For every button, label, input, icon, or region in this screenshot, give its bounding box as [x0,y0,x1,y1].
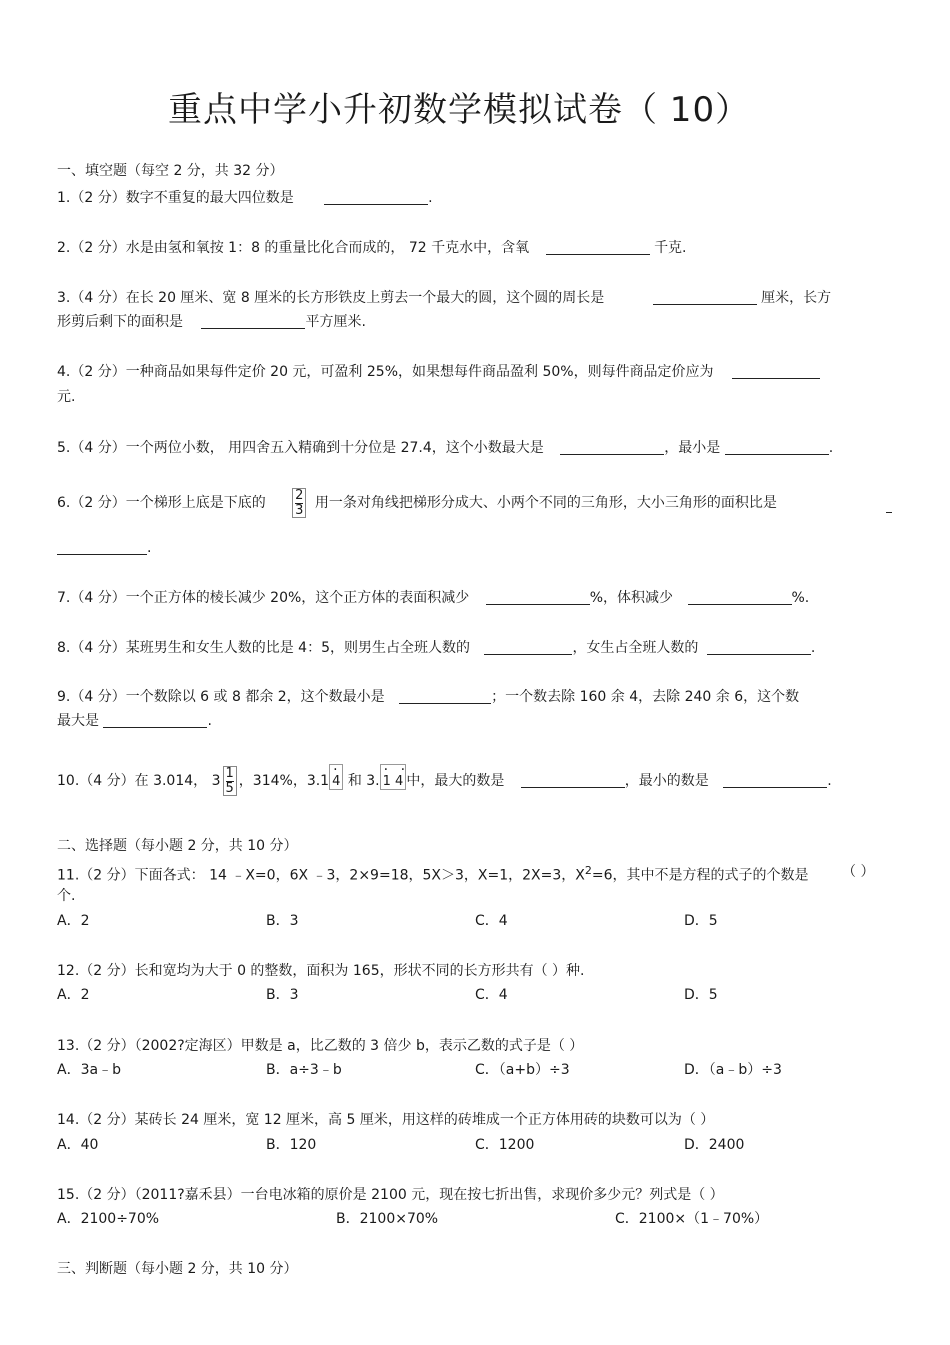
question-4-text: 4.（2 分）一种商品如果每件定价 20 元，可盈利 25%，如果想每件商品盈利 50%，则每件商品定价应为 [57,364,714,380]
question-10-text-c: 和 3. [347,773,380,789]
option-b-12[interactable]: B．3 [266,987,299,1003]
answer-blank-8a[interactable] [484,640,572,655]
question-7 [57,590,809,607]
question-10-text-e: ，最小的数是 [624,773,709,789]
option-c-14[interactable]: C．1200 [475,1137,535,1153]
answer-blank-8b[interactable] [707,640,811,655]
answer-blank-7a[interactable] [486,590,590,605]
option-b-15[interactable]: B．2100×70% [336,1211,439,1227]
repeating-decimal-2 [380,764,407,790]
question-8-text-b: ，女生占全班人数的 [572,640,699,656]
answer-blank-3b[interactable] [201,314,305,329]
section-fill-in-heading: 一、填空题（每空 2 分，共 32 分） [57,163,284,179]
repeating-decimal-1 [329,764,343,790]
question-2-text: 2.（2 分）水是由氢和氧按 1：8 的重量比化合而成的， 72 千克水中，含氧 [57,240,530,256]
exponent: 2 [584,864,592,877]
question-10-text-d: 中，最大的数是 [406,773,505,789]
question-1-end: . [428,190,433,206]
option-a-15[interactable]: A．2100÷70% [57,1211,160,1227]
answer-blank-5a[interactable] [560,440,664,455]
section-multiple-choice-heading: 二、选择题（每小题 2 分，共 10 分） [57,838,298,854]
option-a-12[interactable]: A．2 [57,987,90,1003]
repeat-dot-icon: · [383,762,389,778]
option-a-13[interactable]: A．3a﹣b [57,1062,121,1078]
option-b-14[interactable]: B．120 [266,1137,317,1153]
section-true-false-heading: 三、判断题（每小题 2 分，共 10 分） [57,1261,298,1277]
question-3-unit-a: 厘米，长方 [761,290,832,306]
question-7-end: %. [791,590,810,606]
answer-blank-4[interactable] [732,364,820,379]
option-c-13[interactable]: C．（a+b）÷3 [475,1062,570,1078]
question-9-line-2 [57,713,212,730]
question-9-text: 9.（4 分）一个数除以 6 或 8 都余 2，这个数最小是 [57,689,385,705]
question-10-text-b: ，314%，3.1 [238,773,330,789]
question-4-line-1 [57,364,820,381]
option-d-13[interactable]: D．（a﹣b）÷3 [684,1062,782,1078]
question-5-end: . [828,440,834,456]
option-b-11[interactable]: B．3 [266,913,299,929]
question-11-unit: 个. [57,888,76,904]
question-6-end: . [147,540,152,556]
question-13: 13.（2 分）（2002?定海区）甲数是 a，比乙数的 3 倍少 b，表示乙数的式子是（ ） [57,1038,584,1054]
fraction-numerator: 2 [295,488,304,503]
question-11-text: 11.（2 分）下面各式： 14 ﹣X=0，6X ﹣3，2×9=18，5X＞3，X=1，2X=3，X [57,867,585,884]
question-3-line-1 [57,290,831,307]
answer-blank-9b[interactable] [103,713,207,728]
question-3-unit-b: 平方厘米. [305,314,366,330]
repeating-digit: 4 [332,774,341,789]
repeating-digits: 1 4 [382,774,404,789]
question-2-unit: 千克. [654,240,687,256]
answer-blank-10a[interactable] [521,773,625,788]
answer-blank-3a[interactable] [653,290,757,305]
page-title: 重点中学小升初数学模拟试卷（ 10） [168,90,751,130]
question-4-unit: 元. [57,389,76,405]
fraction-two-thirds [292,488,306,518]
answer-paren-11[interactable]: （ ） [842,864,875,880]
question-6-line-1 [57,488,777,518]
answer-blank-6-stub [886,512,892,513]
question-2 [57,240,687,257]
option-c-15[interactable]: C．2100×（1﹣70%） [615,1211,769,1227]
repeat-dot-icon: · [333,762,338,778]
question-6-text-b: 用一条对角线把梯形分成大、小两个不同的三角形，大小三角形的面积比是 [314,495,777,512]
question-10-end: . [827,773,832,789]
answer-blank-9a[interactable] [399,689,491,704]
fraction-numerator: 1 [225,765,234,781]
answer-blank-2[interactable] [546,240,650,255]
answer-blank-5b[interactable] [725,440,829,455]
question-11-text-b: =6，其中不是方程的式子的个数是 [591,867,809,884]
question-3-text: 3.（4 分）在长 20 厘米、宽 8 厘米的长方形铁皮上剪去一个最大的圆，这个圆的周长是 [57,290,605,306]
option-d-12[interactable]: D．5 [684,987,718,1003]
option-c-11[interactable]: C．4 [475,913,508,929]
fraction-denominator: 5 [225,780,234,796]
question-8 [57,640,815,657]
question-7-text-b: %，体积减少 [589,590,674,606]
option-a-14[interactable]: A．40 [57,1137,99,1153]
question-9-text-b: ；一个数去除 160 余 4，去除 240 余 6，这个数 [491,689,800,705]
question-3-line-2 [57,314,366,331]
answer-blank-10b[interactable] [723,773,827,788]
question-6-line-2 [57,540,151,557]
option-b-13[interactable]: B．a÷3﹣b [266,1062,342,1078]
question-15: 15.（2 分）（2011?嘉禾县）一台电冰箱的原价是 2100 元，现在按七折出售，求现价多少元？列式是（ ） [57,1187,724,1203]
question-1-text: 1.（2 分）数字不重复的最大四位数是 [57,190,294,206]
question-7-text: 7.（4 分）一个正方体的棱长减少 20%，这个正方体的表面积减少 [57,590,470,606]
question-8-end: . [810,640,816,656]
question-14: 14.（2 分）某砖长 24 厘米，宽 12 厘米，高 5 厘米，用这样的砖堆成一个正方体用砖的块数可以为（ ） [57,1112,715,1128]
question-3-text-b: 形剪后剩下的面积是 [57,314,183,330]
question-9-line-1 [57,689,799,706]
question-9-end: . [207,713,212,729]
option-d-11[interactable]: D．5 [684,913,718,929]
question-5-text-b: ，最小是 [664,440,721,456]
fraction-denominator: 3 [295,502,304,518]
question-10-text: 10.（4 分）在 3.014， 3 [57,773,221,789]
answer-blank-7b[interactable] [688,590,792,605]
option-c-12[interactable]: C．4 [475,987,508,1003]
question-9-text-c: 最大是 [57,713,99,729]
question-10 [57,764,832,796]
question-11-line-1 [57,864,809,884]
answer-blank-1[interactable] [324,190,428,205]
question-8-text: 8.（4 分）某班男生和女生人数的比是 4：5，则男生占全班人数的 [57,640,470,656]
question-1 [57,190,433,207]
fraction-one-fifth [223,766,237,796]
question-6-text: 6.（2 分）一个梯形上底是下底的 [57,495,266,512]
answer-blank-6[interactable] [57,540,147,555]
option-d-14[interactable]: D．2400 [684,1137,745,1153]
question-12: 12.（2 分）长和宽均为大于 0 的整数，面积为 165，形状不同的长方形共有（ ）种. [57,963,585,979]
question-5-text: 5.（4 分）一个两位小数， 用四舍五入精确到十分位是 27.4，这个小数最大是 [57,440,544,456]
question-5 [57,440,833,457]
repeat-dot-icon: · [400,762,406,778]
option-a-11[interactable]: A．2 [57,913,90,929]
